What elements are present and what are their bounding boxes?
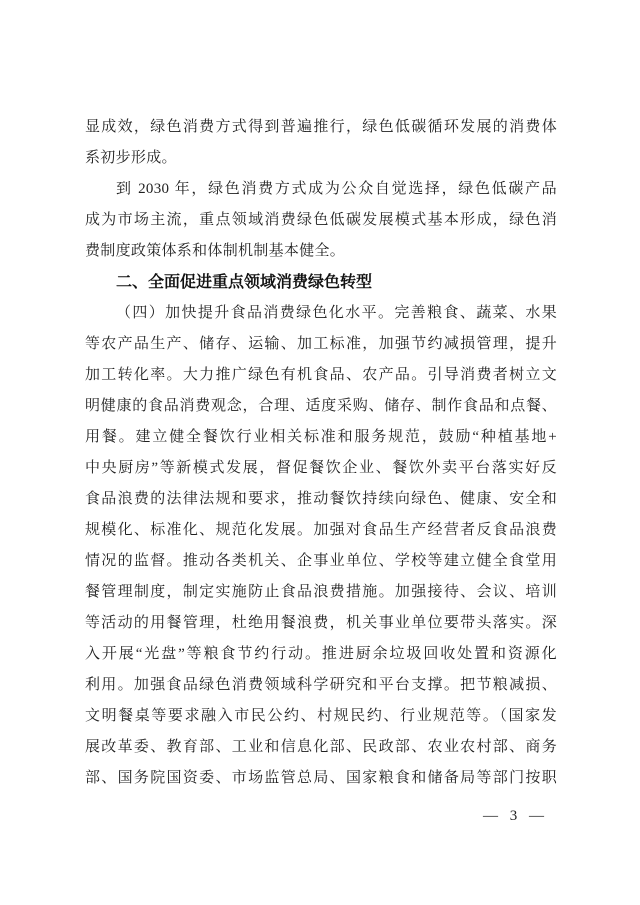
text-line: 入开展“光盘”等粮食节约行动。推进厨余垃圾回收处置和资源化 <box>85 646 557 662</box>
text-line: 成为市场主流，重点领域消费绿色低碳发展模式基本形成，绿色消 <box>85 212 557 228</box>
paragraph-food-consumption <box>85 298 557 794</box>
text-line: （四）加快提升食品消费绿色化水平。完善粮食、蔬菜、水果 <box>116 305 557 321</box>
text-line: 到 2030 年，绿色消费方式成为公众自觉选择，绿色低碳产品 <box>116 181 557 197</box>
page-number: — 3 — <box>483 808 545 824</box>
text-line: 中央厨房”等新模式发展，督促餐饮企业、餐饮外卖平台落实好反 <box>85 460 557 476</box>
text-line: 费制度政策体系和体制机制基本健全。 <box>85 243 346 259</box>
text-line: 系初步形成。 <box>85 150 177 166</box>
text-line: 用餐。建立健全餐饮行业相关标准和服务规范，鼓励“种植基地+ <box>85 429 557 445</box>
text-line: 等活动的用餐管理，杜绝用餐浪费，机关事业单位要带头落实。深 <box>85 615 557 631</box>
text-line: 食品浪费的法律法规和要求，推动餐饮持续向绿色、健康、安全和 <box>85 491 557 507</box>
text-line: 加工转化率。大力推广绿色有机食品、农产品。引导消费者树立文 <box>85 367 557 383</box>
section-heading: 二、全面促进重点领域消费绿色转型 <box>116 274 373 291</box>
text-line: 明健康的食品消费观念，合理、适度采购、储存、制作食品和点餐、 <box>85 398 557 414</box>
text-line: 情况的监督。推动各类机关、企事业单位、学校等建立健全食堂用 <box>85 553 557 569</box>
text-line: 显成效，绿色消费方式得到普遍推行，绿色低碳循环发展的消费体 <box>85 119 557 135</box>
paragraph-continuation <box>85 112 557 174</box>
text-line: 利用。加强食品绿色消费领域科学研究和平台支撑。把节粮减损、 <box>85 677 557 693</box>
text-line: 文明餐桌等要求融入市民公约、村规民约、行业规范等。（国家发 <box>85 708 557 724</box>
text-line: 展改革委、教育部、工业和信息化部、民政部、农业农村部、商务 <box>85 739 557 755</box>
paragraph-2030-goal <box>85 174 557 267</box>
document-body <box>85 112 557 794</box>
text-line: 等农产品生产、储存、运输、加工标准，加强节约减损管理，提升 <box>85 336 557 352</box>
text-line: 餐管理制度，制定实施防止食品浪费措施。加强接待、会议、培训 <box>85 584 557 600</box>
text-line: 规模化、标准化、规范化发展。加强对食品生产经营者反食品浪费 <box>85 522 557 538</box>
text-line: 部、国务院国资委、市场监管总局、国家粮食和储备局等部门按职 <box>85 770 557 786</box>
